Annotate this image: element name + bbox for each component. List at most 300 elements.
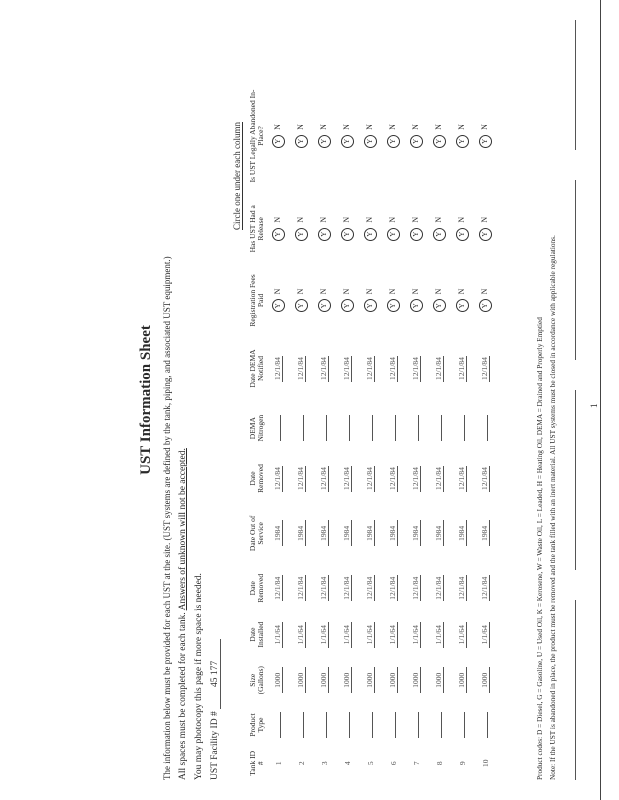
yn-choice[interactable] <box>388 217 397 241</box>
alt-choice[interactable]: N <box>433 216 443 223</box>
table-cell <box>428 266 451 336</box>
table-cell <box>405 657 428 703</box>
circled-choice[interactable]: Y <box>341 228 354 241</box>
table-cell <box>313 703 336 746</box>
cell-value <box>303 712 304 738</box>
alt-choice[interactable]: N <box>341 216 351 223</box>
table-cell <box>267 657 290 703</box>
cell-value: 1/1/64 <box>319 622 329 648</box>
cell-value: 8 <box>434 761 444 766</box>
table-cell <box>290 192 313 266</box>
table-cell <box>336 747 359 780</box>
yn-choice[interactable] <box>342 289 351 313</box>
yn-choice[interactable] <box>273 217 282 241</box>
cell-value: 12/1/84 <box>480 576 489 600</box>
cell-value: 2 <box>296 761 306 766</box>
alt-choice[interactable]: N <box>433 124 443 130</box>
cell-value: 12/1/84 <box>434 467 443 490</box>
yn-choice[interactable] <box>480 217 489 241</box>
table-cell <box>474 455 497 503</box>
table-cell <box>267 502 290 564</box>
table-cell <box>428 335 451 401</box>
signature-line-2 <box>575 390 576 570</box>
table-cell <box>313 564 336 612</box>
cell-value: 12/1/84 <box>365 576 374 600</box>
table-cell <box>313 192 336 266</box>
alt-choice[interactable]: N <box>433 288 443 295</box>
cell-value <box>303 415 304 441</box>
table-cell <box>451 192 474 266</box>
cell-value: 1984 <box>457 520 467 546</box>
table-cell <box>336 402 359 455</box>
cell-value <box>349 712 350 738</box>
cell-value: 1984 <box>434 520 444 546</box>
table-cell <box>405 335 428 401</box>
yn-choice[interactable] <box>480 289 489 313</box>
yn-choice[interactable] <box>319 217 328 241</box>
cell-value: 1000 <box>480 667 490 693</box>
alt-choice[interactable]: N <box>295 124 305 130</box>
table-cell <box>405 80 428 192</box>
cell-value: 12/1/84 <box>273 467 282 490</box>
alt-choice[interactable]: N <box>295 288 305 295</box>
table-cell <box>336 703 359 746</box>
yn-choice[interactable] <box>411 289 420 313</box>
table-cell <box>290 564 313 612</box>
cell-value: 12/1/84 <box>319 467 328 490</box>
table-cell <box>405 502 428 564</box>
table-cell <box>474 402 497 455</box>
cell-value <box>418 712 419 738</box>
table-cell <box>428 502 451 564</box>
table-cell <box>451 80 474 192</box>
col-product-type: Product Type <box>248 713 266 737</box>
yn-choice[interactable] <box>319 124 328 148</box>
cell-value: 1 <box>273 761 283 766</box>
col-dema-notified: Date DEMA Notified <box>248 349 266 388</box>
table-cell <box>290 455 313 503</box>
table-cell <box>451 266 474 336</box>
instructions-line: The information below must be provided for each UST at the site. (UST systems are defined by the tank, piping, and associated UST equipment.) <box>162 256 172 780</box>
circled-choice[interactable]: Y <box>318 135 331 148</box>
table-cell <box>451 703 474 746</box>
table-cell <box>474 335 497 401</box>
table-cell <box>267 80 290 192</box>
yn-choice[interactable] <box>296 124 305 148</box>
alt-choice[interactable]: N <box>479 288 489 295</box>
table-cell <box>405 612 428 657</box>
table-row <box>290 80 313 780</box>
table-cell <box>428 657 451 703</box>
circled-choice[interactable]: Y <box>456 299 469 312</box>
table-cell <box>336 502 359 564</box>
circled-choice[interactable]: Y <box>410 299 423 312</box>
yn-choice[interactable] <box>457 289 466 313</box>
table-cell <box>428 402 451 455</box>
cell-value: 12/1/84 <box>480 467 489 490</box>
table-cell <box>428 80 451 192</box>
cell-value: 1000 <box>457 667 467 693</box>
circled-choice[interactable]: Y <box>295 299 308 312</box>
cell-value: 7 <box>411 761 421 766</box>
table-row <box>359 80 382 780</box>
yn-choice[interactable] <box>273 289 282 313</box>
alt-choice[interactable]: N <box>364 216 374 223</box>
complete-line-emphasis: Answers of unknown will not be accepted. <box>178 448 188 611</box>
cell-value: 9 <box>457 761 467 766</box>
table-cell <box>336 564 359 612</box>
cell-value <box>326 712 327 738</box>
cell-value: 1/1/64 <box>480 622 490 648</box>
facility-id-label: UST Facility ID # <box>210 711 220 780</box>
alt-choice[interactable]: N <box>456 216 466 223</box>
alt-choice[interactable]: N <box>479 216 489 223</box>
yn-choice[interactable] <box>365 289 374 313</box>
table-cell <box>451 747 474 780</box>
col-has-release: Has UST Had a Release <box>248 205 266 253</box>
cell-value <box>418 415 419 441</box>
table-cell <box>474 266 497 336</box>
yn-choice[interactable] <box>434 217 443 241</box>
cell-value: 1984 <box>365 520 375 546</box>
table-cell <box>382 402 405 455</box>
cell-value: 1984 <box>388 520 398 546</box>
table-cell <box>290 335 313 401</box>
col-date-removed: Date Removed <box>248 573 266 603</box>
col-date-removed-2: Date Removed <box>248 464 266 493</box>
cell-value: 1/1/64 <box>457 622 467 648</box>
alt-choice[interactable]: N <box>272 216 282 223</box>
circled-choice[interactable]: Y <box>479 228 492 241</box>
table-cell <box>382 455 405 503</box>
cell-value: 1000 <box>273 667 283 693</box>
table-cell <box>359 455 382 503</box>
yn-choice[interactable] <box>365 217 374 241</box>
table-cell <box>474 192 497 266</box>
table-cell <box>267 335 290 401</box>
table-cell <box>313 266 336 336</box>
cell-value: 12/1/84 <box>365 467 374 490</box>
table-cell <box>359 612 382 657</box>
cell-value: 3 <box>319 761 329 766</box>
alt-choice[interactable]: N <box>318 216 328 223</box>
table-cell <box>382 703 405 746</box>
circled-choice[interactable]: Y <box>433 135 446 148</box>
table-cell <box>359 402 382 455</box>
cell-value: 12/1/84 <box>457 357 466 380</box>
table-cell <box>267 612 290 657</box>
alt-choice[interactable]: N <box>272 124 282 130</box>
circled-choice[interactable]: Y <box>318 228 331 241</box>
cell-value: 12/1/84 <box>342 467 351 490</box>
circled-choice[interactable]: Y <box>272 135 285 148</box>
facility-id-line <box>210 639 221 780</box>
cell-value: 1984 <box>342 520 352 546</box>
table-cell <box>474 612 497 657</box>
circled-choice[interactable]: Y <box>364 135 377 148</box>
yn-choice[interactable] <box>388 124 397 148</box>
page-title: UST Information Sheet <box>138 325 154 475</box>
table-cell <box>290 402 313 455</box>
alt-choice[interactable]: N <box>410 288 420 295</box>
cell-value: 1/1/64 <box>411 622 421 648</box>
complete-line <box>178 448 188 780</box>
table-cell <box>336 612 359 657</box>
table-cell <box>290 80 313 192</box>
table-cell <box>451 455 474 503</box>
circled-choice[interactable]: Y <box>295 135 308 148</box>
table-cell <box>405 747 428 780</box>
cell-value: 5 <box>365 761 375 766</box>
alt-choice[interactable]: N <box>456 288 466 295</box>
cell-value: 1984 <box>273 520 283 546</box>
col-size: Size (Gallons) <box>248 666 266 695</box>
table-cell <box>474 80 497 192</box>
table-row <box>405 80 428 780</box>
table-cell <box>313 335 336 401</box>
table-cell <box>336 266 359 336</box>
alt-choice[interactable]: N <box>364 288 374 295</box>
table-cell <box>313 402 336 455</box>
circled-choice[interactable]: Y <box>456 135 469 148</box>
table-cell <box>359 747 382 780</box>
table-cell <box>267 402 290 455</box>
yn-choice[interactable] <box>296 289 305 313</box>
cell-value <box>326 415 327 441</box>
table-cell <box>267 192 290 266</box>
table-cell <box>405 266 428 336</box>
alt-choice[interactable]: N <box>456 124 466 130</box>
circled-choice[interactable]: Y <box>433 228 446 241</box>
circled-choice[interactable]: Y <box>364 228 377 241</box>
circled-choice[interactable]: Y <box>295 228 308 241</box>
table-cell <box>290 266 313 336</box>
cell-value <box>395 415 396 441</box>
cell-value: 1/1/64 <box>273 622 283 648</box>
yn-choice[interactable] <box>411 217 420 241</box>
circled-choice[interactable]: Y <box>456 228 469 241</box>
cell-value: 1000 <box>434 667 444 693</box>
table-cell <box>359 335 382 401</box>
alt-choice[interactable]: N <box>387 288 397 295</box>
table-row <box>451 80 474 780</box>
table-cell <box>359 192 382 266</box>
table-cell <box>267 703 290 746</box>
table-cell <box>451 612 474 657</box>
cell-value <box>395 712 396 738</box>
table-cell <box>405 703 428 746</box>
cell-value <box>372 415 373 441</box>
cell-value: 1/1/64 <box>296 622 306 648</box>
table-row <box>428 80 451 780</box>
alt-choice[interactable]: N <box>387 124 397 130</box>
signature-line-4 <box>575 20 576 150</box>
table-row <box>336 80 359 780</box>
circled-choice[interactable]: Y <box>364 299 377 312</box>
table-cell <box>267 455 290 503</box>
circled-choice[interactable]: Y <box>318 299 331 312</box>
cell-value: 1/1/64 <box>342 622 352 648</box>
table-cell <box>474 564 497 612</box>
table-cell <box>474 502 497 564</box>
yn-choice[interactable] <box>319 289 328 313</box>
yn-choice[interactable] <box>388 289 397 313</box>
cell-value: 1000 <box>365 667 375 693</box>
table-cell <box>267 564 290 612</box>
table-cell <box>290 703 313 746</box>
cell-value: 12/1/84 <box>411 576 420 600</box>
cell-value: 12/1/84 <box>296 357 305 380</box>
cell-value: 12/1/84 <box>457 576 466 600</box>
table-cell <box>382 266 405 336</box>
alt-choice[interactable]: N <box>479 124 489 130</box>
alt-choice[interactable]: N <box>364 124 374 130</box>
cell-value <box>441 712 442 738</box>
table-row <box>382 80 405 780</box>
yn-choice[interactable] <box>457 124 466 148</box>
alt-choice[interactable]: N <box>410 124 420 130</box>
table-cell <box>382 335 405 401</box>
yn-choice[interactable] <box>434 289 443 313</box>
yn-choice[interactable] <box>365 124 374 148</box>
circled-choice[interactable]: Y <box>433 299 446 312</box>
table-cell <box>382 192 405 266</box>
alt-choice[interactable]: N <box>341 288 351 295</box>
table-row <box>267 80 290 780</box>
table-cell <box>451 657 474 703</box>
circled-choice[interactable]: Y <box>272 299 285 312</box>
yn-choice[interactable] <box>273 124 282 148</box>
cell-value: 1/1/64 <box>434 622 444 648</box>
table-cell <box>405 402 428 455</box>
alt-choice[interactable]: N <box>318 288 328 295</box>
cell-value: 1000 <box>342 667 352 693</box>
table-cell <box>336 657 359 703</box>
circled-choice[interactable]: Y <box>410 228 423 241</box>
cell-value <box>280 415 281 441</box>
circled-choice[interactable]: Y <box>479 299 492 312</box>
table-cell <box>336 335 359 401</box>
table-cell <box>451 335 474 401</box>
col-date-installed: Date Installed <box>248 621 266 648</box>
table-cell <box>290 747 313 780</box>
cell-value: 1000 <box>388 667 398 693</box>
table-cell <box>474 657 497 703</box>
yn-choice[interactable] <box>457 217 466 241</box>
table-cell <box>267 266 290 336</box>
cell-value: 1984 <box>319 520 329 546</box>
col-date-out-of-service: Date Out of Service <box>248 515 266 552</box>
alt-choice[interactable]: N <box>318 124 328 130</box>
table-cell <box>405 564 428 612</box>
alt-choice[interactable]: N <box>410 216 420 223</box>
col-registration-fees: Registration Fees Paid <box>248 274 266 327</box>
table-cell <box>428 703 451 746</box>
abandon-note: Note: If the UST is abandoned in place, the product must be removed and the tank filled with an inert material. All UST systems must be closed in accordance with applicable regulations. <box>548 235 557 780</box>
cell-value <box>464 712 465 738</box>
cell-value: 6 <box>388 761 398 766</box>
cell-value: 12/1/84 <box>411 467 420 490</box>
yn-choice[interactable] <box>480 124 489 148</box>
cell-value: 12/1/84 <box>434 576 443 600</box>
cell-value: 12/1/84 <box>388 467 397 490</box>
cell-value: 12/1/84 <box>365 357 374 380</box>
circled-choice[interactable]: Y <box>387 228 400 241</box>
cell-value: 1000 <box>296 667 306 693</box>
circled-choice[interactable]: Y <box>341 299 354 312</box>
circled-choice[interactable]: Y <box>479 135 492 148</box>
alt-choice[interactable]: N <box>272 288 282 295</box>
table-cell <box>313 612 336 657</box>
circled-choice[interactable]: Y <box>410 135 423 148</box>
copy-line: You may photocopy this page if more space is needed. <box>194 573 204 780</box>
cell-value: 12/1/84 <box>388 576 397 600</box>
table-cell <box>336 192 359 266</box>
yn-choice[interactable] <box>342 217 351 241</box>
col-tank-id: Tank ID # <box>248 750 266 776</box>
table-cell <box>428 612 451 657</box>
alt-choice[interactable]: N <box>341 124 351 130</box>
signature-line-1 <box>575 600 576 780</box>
cell-value <box>280 712 281 738</box>
table-cell <box>382 657 405 703</box>
table-cell <box>451 564 474 612</box>
cell-value <box>349 415 350 441</box>
table-cell <box>290 502 313 564</box>
circled-choice[interactable]: Y <box>387 299 400 312</box>
table-cell <box>405 192 428 266</box>
table-cell <box>451 502 474 564</box>
cell-value: 12/1/84 <box>480 357 489 380</box>
cell-value: 12/1/84 <box>296 467 305 490</box>
table-row <box>474 80 497 780</box>
yn-choice[interactable] <box>434 124 443 148</box>
yn-choice[interactable] <box>296 217 305 241</box>
cell-value: 10 <box>480 759 490 768</box>
alt-choice[interactable]: N <box>295 216 305 223</box>
cell-value: 4 <box>342 761 352 766</box>
table-cell <box>428 455 451 503</box>
table-cell <box>474 703 497 746</box>
cell-value: 12/1/84 <box>319 576 328 600</box>
circle-instruction: Circle one under each column <box>232 122 242 230</box>
circled-choice[interactable]: Y <box>272 228 285 241</box>
table-cell <box>382 564 405 612</box>
table-cell <box>428 747 451 780</box>
table-cell <box>382 747 405 780</box>
table-cell <box>267 747 290 780</box>
table-cell <box>359 80 382 192</box>
yn-choice[interactable] <box>342 124 351 148</box>
circled-choice[interactable]: Y <box>387 135 400 148</box>
table-cell <box>382 80 405 192</box>
table-header-row <box>248 80 267 780</box>
yn-choice[interactable] <box>411 124 420 148</box>
table-cell <box>359 564 382 612</box>
table-row <box>313 80 336 780</box>
cell-value <box>487 415 488 441</box>
alt-choice[interactable]: N <box>387 216 397 223</box>
table-cell <box>336 80 359 192</box>
cell-value <box>464 415 465 441</box>
cell-value: 1984 <box>411 520 421 546</box>
table-cell <box>382 502 405 564</box>
table-cell <box>313 502 336 564</box>
circled-choice[interactable]: Y <box>341 135 354 148</box>
table-cell <box>359 657 382 703</box>
signature-line-3 <box>575 180 576 360</box>
table-cell <box>359 266 382 336</box>
